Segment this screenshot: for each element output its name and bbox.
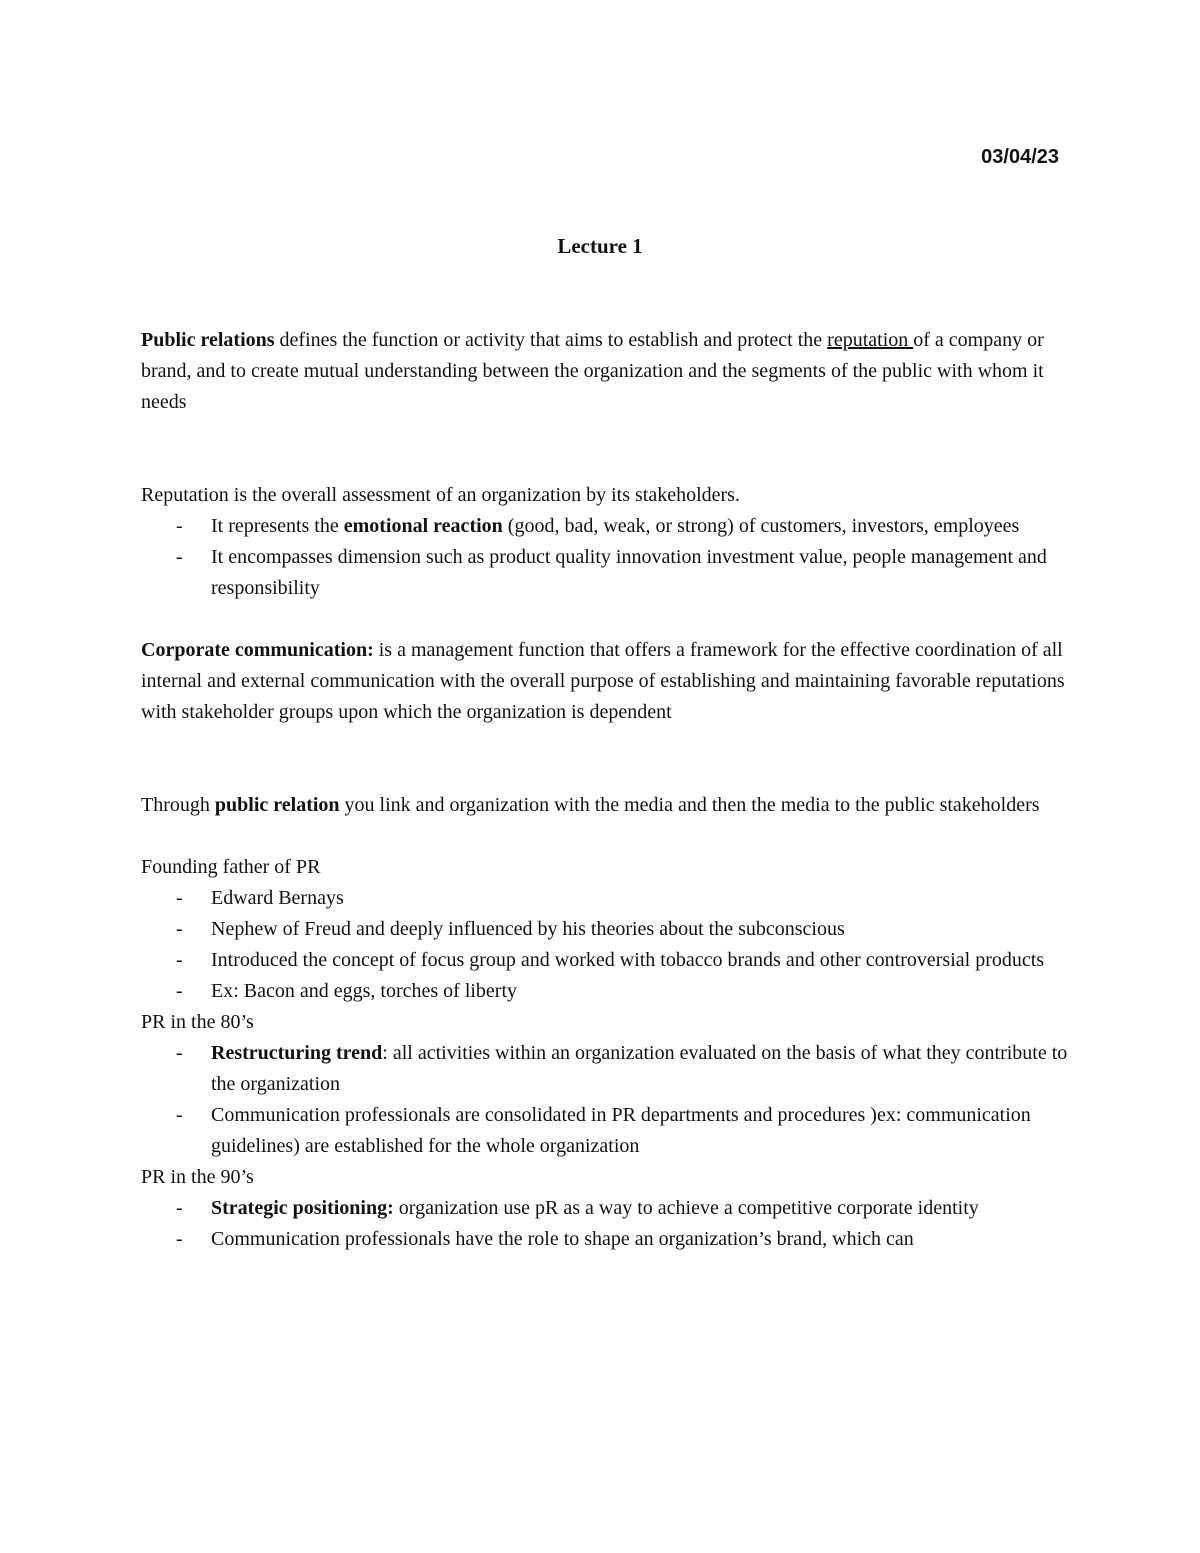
reputation-bullet-1-text-a: It represents the [211, 515, 344, 537]
list-item [141, 1100, 1071, 1162]
list-item [141, 1224, 1071, 1255]
dash-bullet: - [176, 1104, 183, 1126]
founding-father-bullet-4: Ex: Bacon and eggs, torches of liberty [211, 980, 518, 1002]
founding-father-bullet-3: Introduced the concept of focus group and worked with tobacco brands and other controversial products [211, 949, 1045, 971]
dash-bullet: - [176, 980, 183, 1002]
reputation-intro: Reputation is the overall assessment of an organization by its stakeholders. [141, 484, 740, 506]
list-item [141, 883, 1071, 914]
pr-80s-bullet-1-text: : all activities within an organization evaluated on the basis of what they contribute to the organization [211, 1042, 1068, 1095]
dash-bullet: - [176, 515, 183, 537]
pr-80s-list [141, 1038, 1071, 1162]
document-body [141, 325, 1071, 1255]
dash-bullet: - [176, 1042, 183, 1064]
restructuring-trend-term: Restructuring trend [211, 1042, 383, 1064]
founding-father-bullet-2: Nephew of Freud and deeply influenced by his theories about the subconscious [211, 918, 845, 940]
dash-bullet: - [176, 1197, 183, 1219]
list-item [141, 1038, 1071, 1100]
strategic-positioning-term: Strategic positioning: [211, 1197, 394, 1219]
page-title: Lecture 1 [557, 234, 643, 258]
dash-bullet: - [176, 546, 183, 568]
corporate-communication-term: Corporate communication: [141, 639, 374, 661]
reputation-underlined: reputation [827, 329, 914, 351]
dash-bullet: - [176, 949, 183, 971]
pr-definition-text-1: defines the function or activity that aims to establish and protect the [274, 329, 828, 351]
corporate-communication-text: is a management function that offers a framework for the effective coordination of all internal and external communication with the overall purpose of establishing and maintaining favorable reputations with stakeholder groups upon which the organization is dependent [141, 639, 1065, 723]
list-item [141, 914, 1071, 945]
pr-90s-list [141, 1193, 1071, 1255]
dash-bullet: - [176, 887, 183, 909]
list-item [141, 511, 1071, 542]
pr-90s-heading: PR in the 90’s [141, 1166, 254, 1188]
founding-father-heading: Founding father of PR [141, 856, 321, 878]
pr-definition-paragraph [141, 325, 1071, 418]
list-item [141, 945, 1071, 976]
dash-bullet: - [176, 918, 183, 940]
founding-father-list [141, 883, 1071, 1007]
through-pr-text-2: you link and organization with the media and then the media to the public stakeholders [339, 794, 1040, 816]
reputation-list [141, 511, 1071, 604]
through-pr-text-1: Through [141, 794, 215, 816]
pr-80s-heading: PR in the 80’s [141, 1011, 254, 1033]
list-item [141, 976, 1071, 1007]
through-pr-paragraph [141, 790, 1071, 821]
pr-90s-bullet-2-text: Communication professionals have the role to shape an organization’s brand, which can [211, 1228, 914, 1250]
reputation-bullet-2-text: It encompasses dimension such as product quality innovation investment value, people management and responsibility [211, 546, 1047, 599]
corporate-communication-paragraph [141, 635, 1071, 728]
list-item [141, 542, 1071, 604]
dash-bullet: - [176, 1228, 183, 1250]
pr-90s-bullet-1-text: organization use pR as a way to achieve a competitive corporate identity [393, 1197, 979, 1219]
reputation-bullet-1-text-b: (good, bad, weak, or strong) of customers, investors, employees [502, 515, 1020, 537]
founding-father-bullet-1: Edward Bernays [211, 887, 344, 909]
pr-definition-text-2: of a company or brand, and to create mutual understanding between the organization and the segments of the public with whom it needs [141, 329, 1044, 413]
pr-term: Public relations [141, 329, 275, 351]
public-relation-term: public relation [214, 794, 340, 816]
pr-80s-bullet-2-text: Communication professionals are consolidated in PR departments and procedures )ex: communication guidelines) are established for the whole organization [211, 1104, 1031, 1157]
document-date: 03/04/23 [981, 146, 1059, 168]
list-item [141, 1193, 1071, 1224]
emotional-reaction-term: emotional reaction [343, 515, 503, 537]
